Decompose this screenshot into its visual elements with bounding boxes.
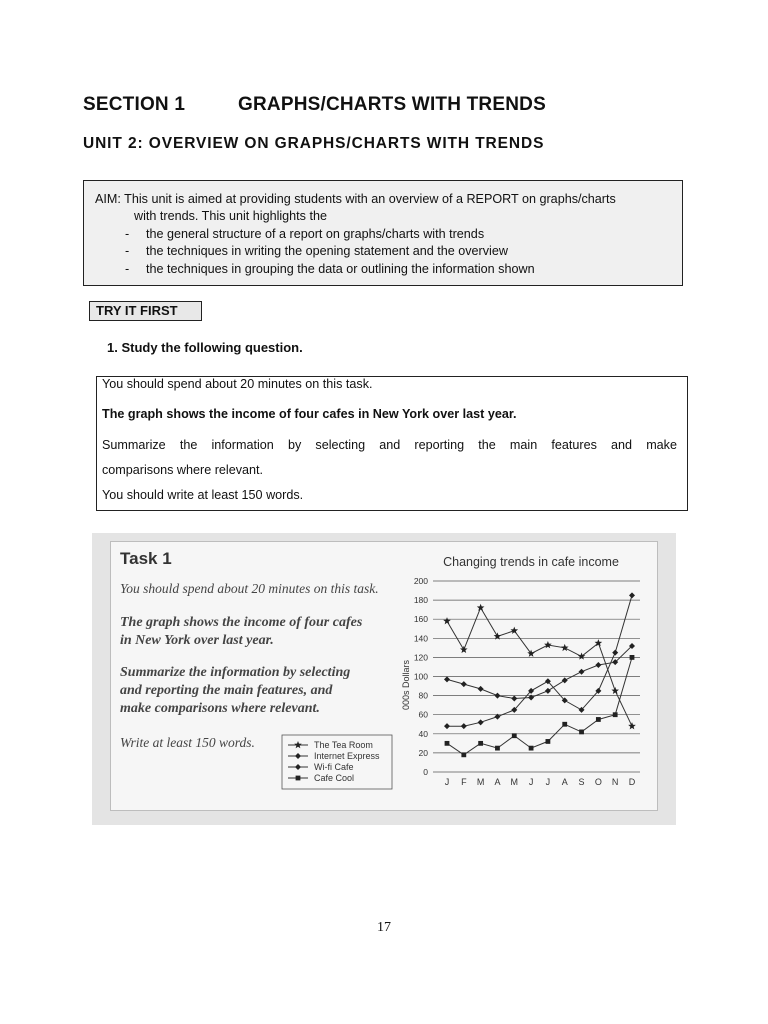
chart-y-tick-label: 160 — [413, 614, 428, 625]
chart-y-tick-label: 60 — [418, 709, 428, 720]
aim-line-2: with trends. This unit highlights the — [134, 209, 327, 223]
task-figure-instr-1: Summarize the information by selecting — [120, 665, 351, 680]
chart-y-tick-label: 80 — [418, 690, 428, 701]
chart-data-point — [477, 604, 485, 611]
chart-series-line — [447, 657, 632, 754]
chart-data-point — [546, 739, 551, 744]
chart-data-point — [461, 723, 467, 729]
section-label: SECTION 1 — [83, 94, 186, 115]
chart-data-point — [460, 646, 468, 653]
aim-bullet-marker: - — [125, 244, 130, 258]
chart-legend-label: Internet Express — [314, 751, 380, 761]
chart-legend-label: Cafe Cool — [314, 773, 355, 783]
chart-data-point — [461, 752, 466, 757]
unit-title: UNIT 2: OVERVIEW ON GRAPHS/CHARTS WITH TRENDS — [83, 135, 545, 152]
task-words: You should write at least 150 words. — [102, 488, 304, 502]
chart-data-point — [512, 733, 517, 738]
chart-y-tick-label: 140 — [413, 633, 428, 644]
chart-data-point — [561, 644, 569, 651]
task-figure-instr-2: and reporting the main features, and — [120, 683, 333, 698]
chart-series — [443, 592, 636, 757]
chart-legend-marker — [296, 776, 301, 781]
chart-data-point — [445, 741, 450, 746]
chart-data-point — [444, 723, 450, 729]
chart-legend-label: Wi-fi Cafe — [314, 762, 354, 772]
chart-y-tick-label: 120 — [413, 652, 428, 663]
chart-data-point — [478, 741, 483, 746]
chart-data-point — [611, 687, 619, 694]
task-time: You should spend about 20 minutes on this task. — [102, 377, 373, 391]
chart-data-point — [529, 746, 534, 751]
task-instruction-2: comparisons where relevant. — [102, 463, 263, 477]
study-question: 1. Study the following question. — [107, 340, 303, 355]
chart-data-point — [562, 677, 568, 683]
chart-series-group — [444, 592, 635, 729]
task-figure-prompt-2: in New York over last year. — [120, 633, 274, 648]
chart-grid — [433, 581, 640, 772]
chart-data-point — [478, 719, 484, 725]
chart-y-tick-label: 40 — [418, 728, 428, 739]
aim-bullet-1: the general structure of a report on graphs/charts with trends — [146, 227, 485, 241]
task-figure-time: You should spend about 20 minutes on this task. — [120, 581, 379, 596]
chart-x-tick-label: F — [461, 777, 467, 787]
chart-data-point — [596, 717, 601, 722]
chart-x-tick-label: J — [545, 777, 551, 787]
aim-bullet-2: the techniques in writing the opening statement and the overview — [146, 244, 508, 258]
chart-data-point — [443, 617, 451, 624]
aim-box — [83, 180, 683, 286]
task-figure-prompt-1: The graph shows the income of four cafes — [120, 615, 363, 630]
chart-data-point — [578, 652, 586, 659]
task-figure — [92, 533, 676, 825]
chart-data-point — [510, 627, 518, 634]
chart-y-tick-label: 0 — [423, 767, 428, 777]
task-figure-instr-3: make comparisons where relevant. — [120, 701, 320, 716]
chart-data-point — [579, 669, 585, 675]
chart-y-tick-label: 200 — [413, 576, 428, 586]
chart-x-tick-label: D — [628, 777, 636, 787]
chart-data-point — [478, 686, 484, 692]
chart-x-tick-label: M — [476, 777, 485, 787]
chart-title: Changing trends in cafe income — [443, 555, 619, 569]
chart-data-point — [545, 688, 551, 694]
try-it-first-label: TRY IT FIRST — [89, 301, 202, 321]
chart-data-point — [628, 722, 636, 729]
chart-x-tick-label: A — [561, 777, 568, 787]
task-instruction-1: Summarize the information by selecting and reporting the main features and make — [102, 438, 677, 452]
chart-data-point — [612, 650, 618, 656]
section-heading — [83, 94, 546, 116]
aim-bullet-marker: - — [125, 262, 130, 276]
chart-series-group — [445, 655, 635, 757]
chart-x-tick-label: J — [444, 777, 450, 787]
chart-series-line — [447, 608, 632, 727]
task-box — [96, 376, 688, 511]
chart-legend — [282, 735, 392, 789]
chart-y-ticks — [414, 576, 428, 777]
task-prompt: The graph shows the income of four cafes in New York over last year. — [102, 407, 517, 421]
chart-x-tick-label: A — [494, 777, 501, 787]
chart-y-tick-label: 180 — [413, 595, 428, 606]
section-title: GRAPHS/CHARTS WITH TRENDS — [238, 94, 546, 115]
chart-data-point — [595, 662, 601, 668]
chart-y-tick-label: 20 — [418, 747, 428, 758]
chart-x-tick-label: O — [594, 777, 602, 787]
page-number: 17 — [377, 920, 391, 935]
chart-data-point — [511, 695, 517, 701]
aim-bullet-3: the techniques in grouping the data or outlining the information shown — [146, 262, 535, 276]
chart-x-tick-label: J — [528, 777, 534, 787]
chart-y-tick-label: 100 — [413, 671, 428, 682]
chart-data-point — [461, 681, 467, 687]
chart-legend-label: The Tea Room — [314, 740, 373, 750]
aim-line-1: AIM: This unit is aimed at providing students with an overview of a REPORT on graphs/charts — [95, 192, 616, 206]
chart-data-point — [494, 693, 500, 699]
chart-x-ticks — [445, 777, 636, 787]
chart-x-tick-label: S — [578, 777, 585, 787]
aim-bullet-marker: - — [125, 227, 130, 241]
chart-series-group — [443, 604, 636, 730]
chart-data-point — [444, 676, 450, 682]
chart-data-point — [629, 592, 635, 598]
cafe-income-chart — [92, 533, 676, 825]
chart-data-point — [562, 722, 567, 727]
chart-y-axis-label: 000s Dollars — [401, 659, 411, 711]
chart-data-point — [630, 655, 635, 660]
chart-x-tick-label: M — [510, 777, 519, 787]
chart-data-point — [495, 746, 500, 751]
chart-series-line — [447, 646, 632, 699]
chart-x-tick-label: N — [611, 777, 619, 787]
task-figure-words: Write at least 150 words. — [120, 735, 255, 750]
chart-data-point — [613, 712, 618, 717]
chart-data-point — [544, 641, 552, 648]
chart-data-point — [579, 729, 584, 734]
task-figure-heading: Task 1 — [120, 549, 172, 568]
